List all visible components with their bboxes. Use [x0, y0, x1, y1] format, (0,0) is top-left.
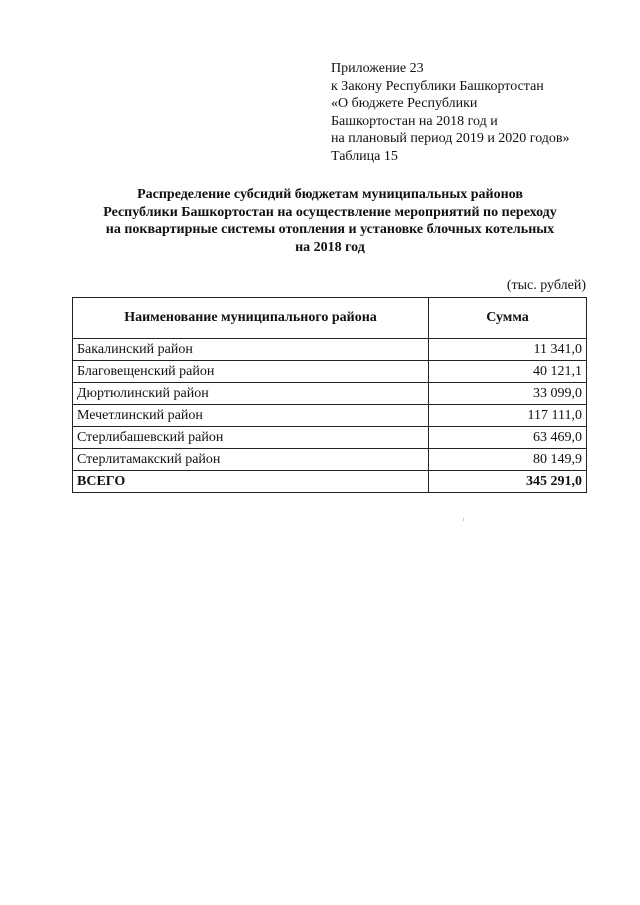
- total-sum: 345 291,0: [429, 471, 587, 493]
- title-line: Республики Башкортостан на осуществление мероприятий по переходу: [103, 204, 557, 220]
- district-name: Стерлибашевский район: [73, 427, 429, 449]
- district-sum: 80 149,9: [429, 449, 587, 471]
- total-label: ВСЕГО: [73, 471, 429, 493]
- table-row: [73, 427, 587, 449]
- table-row: [73, 405, 587, 427]
- district-name: Стерлитамакский район: [73, 449, 429, 471]
- units-label: (тыс. рублей): [506, 278, 586, 293]
- title-line: Распределение субсидий бюджетам муниципальных районов: [137, 187, 523, 202]
- district-sum: 11 341,0: [429, 339, 587, 361]
- column-header-district: Наименование муниципального района: [73, 298, 429, 339]
- table-header-row: [73, 298, 587, 339]
- district-sum: 40 121,1: [429, 361, 587, 383]
- table-row: [73, 339, 587, 361]
- district-sum: 63 469,0: [429, 427, 587, 449]
- district-name: Бакалинский район: [73, 339, 429, 361]
- subsidies-table: [72, 297, 587, 493]
- table-row: [73, 383, 587, 405]
- document-title: [60, 186, 600, 256]
- scan-mark: [463, 518, 464, 521]
- appendix-line: к Закону Республики Башкортостан: [331, 78, 544, 94]
- column-header-sum: Сумма: [429, 298, 587, 339]
- title-line: на 2018 год: [295, 239, 365, 255]
- title-line: на поквартирные системы отопления и установке блочных котельных: [105, 222, 555, 237]
- appendix-line: «О бюджете Республики: [331, 96, 478, 111]
- district-name: Благовещенский район: [73, 361, 429, 383]
- appendix-header: [331, 60, 621, 165]
- appendix-table-number: Таблица 15: [331, 148, 398, 164]
- table-row: [73, 361, 587, 383]
- district-name: Дюртюлинский район: [73, 383, 429, 405]
- total-row: [73, 471, 587, 493]
- district-sum: 117 111,0: [429, 405, 587, 427]
- district-name: Мечетлинский район: [73, 405, 429, 427]
- appendix-line: на плановый период 2019 и 2020 годов»: [331, 131, 570, 146]
- district-sum: 33 099,0: [429, 383, 587, 405]
- appendix-line: Башкортостан на 2018 год и: [331, 113, 498, 129]
- appendix-line: Приложение 23: [331, 61, 424, 76]
- table-row: [73, 449, 587, 471]
